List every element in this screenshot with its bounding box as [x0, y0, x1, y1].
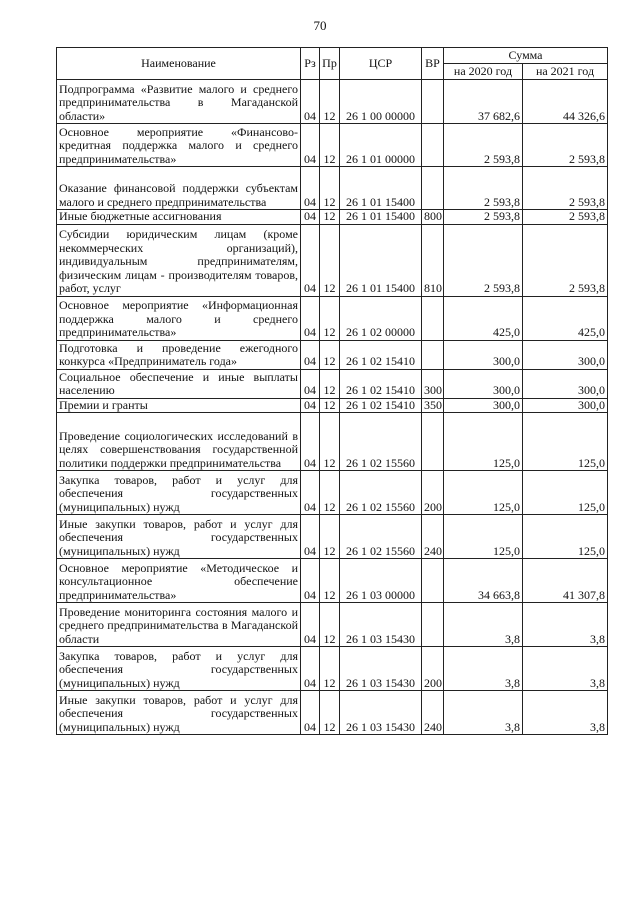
row-rz: 04 — [301, 210, 320, 225]
row-csr: 26 1 03 00000 — [340, 559, 422, 603]
row-sum-2021: 300,0 — [523, 340, 608, 369]
row-name: Закупка товаров, работ и услуг для обеспечения государственных (муниципальных) нужд — [57, 471, 301, 515]
row-pr: 12 — [320, 167, 340, 210]
row-sum-2021: 41 307,8 — [523, 559, 608, 603]
row-name: Социальное обеспечение и иные выплаты населению — [57, 369, 301, 398]
row-sum-2021: 3,8 — [523, 691, 608, 735]
row-pr: 12 — [320, 369, 340, 398]
row-sum-2020: 125,0 — [444, 471, 523, 515]
row-sum-2021: 3,8 — [523, 603, 608, 647]
table-row — [57, 413, 608, 471]
row-pr: 12 — [320, 647, 340, 691]
row-sum-2021: 2 593,8 — [523, 124, 608, 167]
row-rz: 04 — [301, 515, 320, 559]
row-csr: 26 1 02 15560 — [340, 413, 422, 471]
row-rz: 04 — [301, 647, 320, 691]
row-sum-2021: 2 593,8 — [523, 224, 608, 296]
row-pr: 12 — [320, 471, 340, 515]
row-rz: 04 — [301, 80, 320, 124]
row-sum-2021: 300,0 — [523, 369, 608, 398]
row-name: Основное мероприятие «Методическое и консультационное обеспечение предпринимательства» — [57, 559, 301, 603]
row-pr: 12 — [320, 124, 340, 167]
row-vr: 810 — [422, 224, 444, 296]
table-row — [57, 369, 608, 398]
row-sum-2021: 2 593,8 — [523, 167, 608, 210]
table-row — [57, 224, 608, 296]
row-name: Подготовка и проведение ежегодного конкурса «Предприниматель года» — [57, 340, 301, 369]
header-rz: Рз — [301, 48, 320, 80]
row-sum-2020: 3,8 — [444, 691, 523, 735]
row-name: Субсидии юридическим лицам (кроме некоммерческих организаций), индивидуальным предпринимателям, физическим лицам - производителям товаров, работ, услуг — [57, 224, 301, 296]
table-row — [57, 471, 608, 515]
row-sum-2021: 44 326,6 — [523, 80, 608, 124]
table-row — [57, 296, 608, 340]
row-name: Закупка товаров, работ и услуг для обеспечения государственных (муниципальных) нужд — [57, 647, 301, 691]
row-csr: 26 1 00 00000 — [340, 80, 422, 124]
row-sum-2020: 2 593,8 — [444, 124, 523, 167]
row-name: Иные закупки товаров, работ и услуг для обеспечения государственных (муниципальных) нужд — [57, 515, 301, 559]
row-csr: 26 1 02 15560 — [340, 515, 422, 559]
table-row — [57, 691, 608, 735]
row-vr — [422, 340, 444, 369]
row-name: Основное мероприятие «Информационная поддержка малого и среднего предпринимательства» — [57, 296, 301, 340]
table-header — [57, 48, 608, 80]
header-sum: Сумма — [444, 48, 608, 64]
table-row — [57, 124, 608, 167]
row-sum-2020: 2 593,8 — [444, 224, 523, 296]
row-csr: 26 1 01 00000 — [340, 124, 422, 167]
row-sum-2020: 34 663,8 — [444, 559, 523, 603]
table-row — [57, 210, 608, 225]
header-name: Наименование — [57, 48, 301, 80]
row-vr — [422, 80, 444, 124]
row-rz: 04 — [301, 691, 320, 735]
row-sum-2020: 37 682,6 — [444, 80, 523, 124]
table-row — [57, 647, 608, 691]
row-rz: 04 — [301, 369, 320, 398]
table-row — [57, 340, 608, 369]
row-sum-2020: 125,0 — [444, 515, 523, 559]
row-pr: 12 — [320, 398, 340, 413]
row-name: Проведение мониторинга состояния малого и среднего предпринимательства в Магаданской области — [57, 603, 301, 647]
row-rz: 04 — [301, 559, 320, 603]
row-pr: 12 — [320, 224, 340, 296]
row-sum-2020: 425,0 — [444, 296, 523, 340]
row-rz: 04 — [301, 603, 320, 647]
header-year-2020: на 2020 год — [444, 64, 523, 80]
row-csr: 26 1 02 15410 — [340, 398, 422, 413]
row-vr: 200 — [422, 471, 444, 515]
row-csr: 26 1 02 15410 — [340, 340, 422, 369]
row-csr: 26 1 02 15560 — [340, 471, 422, 515]
row-csr: 26 1 02 00000 — [340, 296, 422, 340]
row-rz: 04 — [301, 124, 320, 167]
row-name: Оказание финансовой поддержки субъектам малого и среднего предпринимательства — [57, 167, 301, 210]
row-csr: 26 1 03 15430 — [340, 603, 422, 647]
row-name: Премии и гранты — [57, 398, 301, 413]
row-csr: 26 1 01 15400 — [340, 210, 422, 225]
row-vr: 240 — [422, 515, 444, 559]
table-row — [57, 80, 608, 124]
row-rz: 04 — [301, 167, 320, 210]
row-csr: 26 1 03 15430 — [340, 647, 422, 691]
row-sum-2021: 3,8 — [523, 647, 608, 691]
table-row — [57, 603, 608, 647]
row-rz: 04 — [301, 398, 320, 413]
row-vr: 300 — [422, 369, 444, 398]
row-csr: 26 1 01 15400 — [340, 167, 422, 210]
table-body — [57, 80, 608, 735]
row-pr: 12 — [320, 603, 340, 647]
row-vr — [422, 296, 444, 340]
row-vr: 240 — [422, 691, 444, 735]
table-row — [57, 559, 608, 603]
row-name: Проведение социологических исследований в целях совершенствования государственной политики поддержки предпринимательства — [57, 413, 301, 471]
row-sum-2020: 3,8 — [444, 603, 523, 647]
row-sum-2021: 2 593,8 — [523, 210, 608, 225]
row-sum-2020: 300,0 — [444, 369, 523, 398]
row-sum-2021: 125,0 — [523, 515, 608, 559]
row-pr: 12 — [320, 296, 340, 340]
table-row — [57, 167, 608, 210]
table-row — [57, 515, 608, 559]
row-sum-2021: 425,0 — [523, 296, 608, 340]
row-pr: 12 — [320, 691, 340, 735]
row-sum-2020: 3,8 — [444, 647, 523, 691]
header-vr: ВР — [422, 48, 444, 80]
row-csr: 26 1 02 15410 — [340, 369, 422, 398]
row-csr: 26 1 01 15400 — [340, 224, 422, 296]
row-csr: 26 1 03 15430 — [340, 691, 422, 735]
row-sum-2020: 300,0 — [444, 398, 523, 413]
row-sum-2021: 300,0 — [523, 398, 608, 413]
row-name: Иные бюджетные ассигнования — [57, 210, 301, 225]
row-vr — [422, 124, 444, 167]
header-year-2021: на 2021 год — [523, 64, 608, 80]
row-rz: 04 — [301, 413, 320, 471]
row-vr: 350 — [422, 398, 444, 413]
row-name: Иные закупки товаров, работ и услуг для обеспечения государственных (муниципальных) нужд — [57, 691, 301, 735]
row-vr: 200 — [422, 647, 444, 691]
row-rz: 04 — [301, 296, 320, 340]
row-sum-2021: 125,0 — [523, 413, 608, 471]
row-vr — [422, 603, 444, 647]
row-sum-2020: 300,0 — [444, 340, 523, 369]
row-pr: 12 — [320, 413, 340, 471]
row-pr: 12 — [320, 515, 340, 559]
budget-table — [56, 47, 608, 735]
row-sum-2021: 125,0 — [523, 471, 608, 515]
row-pr: 12 — [320, 210, 340, 225]
header-pr: Пр — [320, 48, 340, 80]
row-rz: 04 — [301, 340, 320, 369]
row-vr — [422, 167, 444, 210]
row-vr: 800 — [422, 210, 444, 225]
table-row — [57, 398, 608, 413]
row-sum-2020: 2 593,8 — [444, 210, 523, 225]
row-vr — [422, 559, 444, 603]
page-number: 70 — [313, 18, 327, 33]
row-pr: 12 — [320, 80, 340, 124]
row-vr — [422, 413, 444, 471]
row-name: Основное мероприятие «Финансово-кредитная поддержка малого и среднего предпринимательства» — [57, 124, 301, 167]
row-name: Подпрограмма «Развитие малого и среднего предпринимательства в Магаданской области» — [57, 80, 301, 124]
row-sum-2020: 2 593,8 — [444, 167, 523, 210]
row-rz: 04 — [301, 224, 320, 296]
row-rz: 04 — [301, 471, 320, 515]
header-csr: ЦСР — [340, 48, 422, 80]
row-sum-2020: 125,0 — [444, 413, 523, 471]
row-pr: 12 — [320, 559, 340, 603]
row-pr: 12 — [320, 340, 340, 369]
